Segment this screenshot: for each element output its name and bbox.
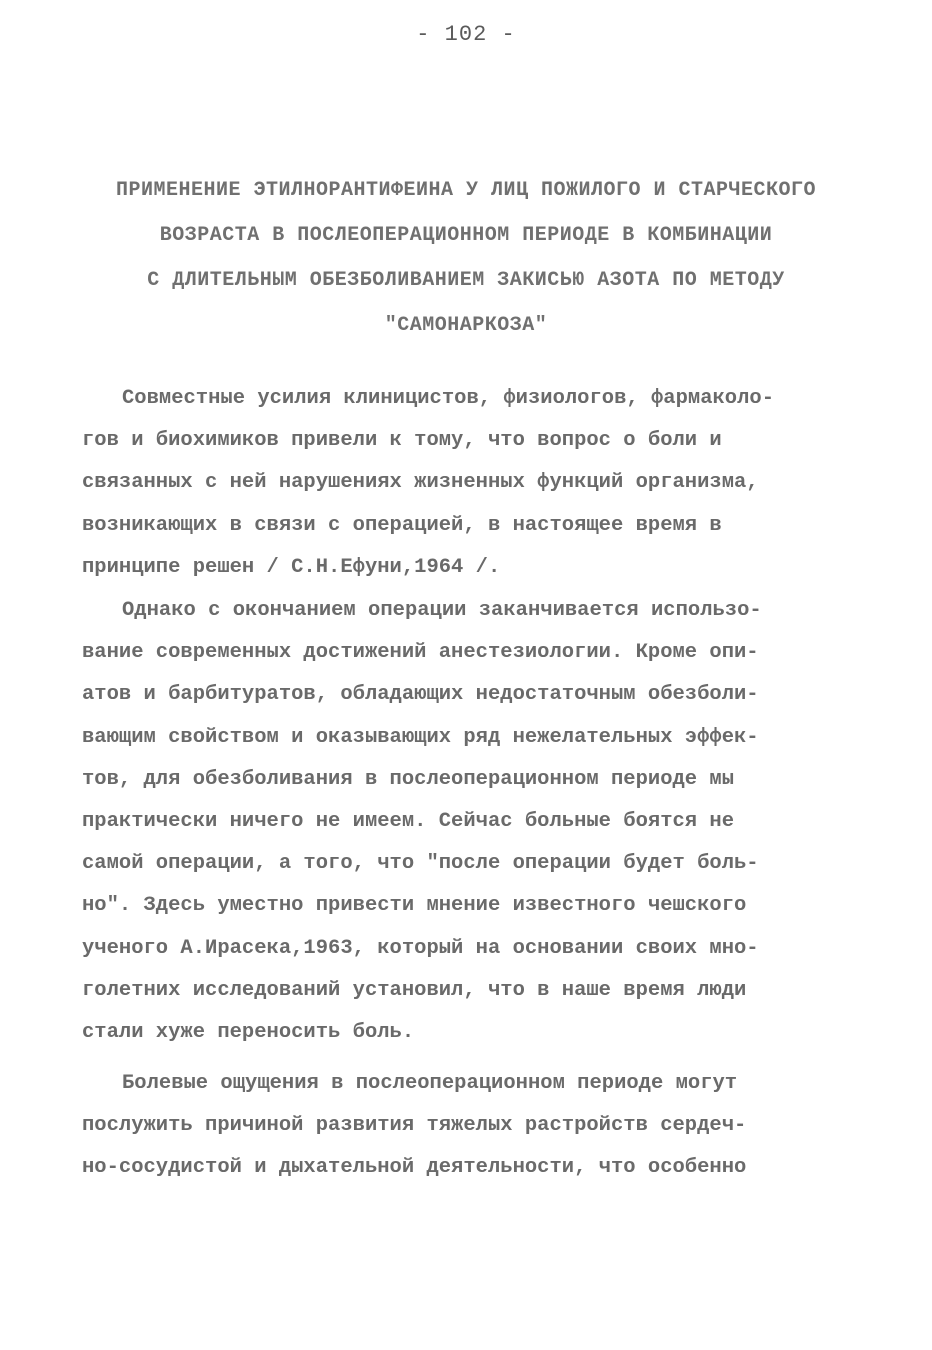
paragraph-1 bbox=[82, 378, 852, 589]
text-line: принципе решен / С.Н.Ефуни,1964 /. bbox=[82, 555, 501, 579]
text-line: возникающих в связи с операцией, в настоящее время в bbox=[82, 513, 722, 537]
text-line: практически ничего не имеем. Сейчас больные боятся не bbox=[82, 810, 735, 834]
text-line: Однако с окончанием операции заканчивается использо- bbox=[122, 599, 762, 622]
title-line: ВОЗРАСТА В ПОСЛЕОПЕРАЦИОННОМ ПЕРИОДЕ В КОМБИНАЦИИ bbox=[159, 224, 773, 247]
text-line: Болевые ощущения в послеоперационном периоде могут bbox=[122, 1072, 738, 1095]
text-line: гов и биохимиков привели к тому, что вопрос о боли и bbox=[82, 429, 722, 453]
text-line: ученого А.Ирасека,1963, который на основании своих мно- bbox=[82, 936, 759, 960]
text-line: но". Здесь уместно привести мнение известного чешского bbox=[82, 894, 747, 918]
text-line: связанных с ней нарушениях жизненных функций организма, bbox=[82, 471, 759, 495]
text-line: атов и барбитуратов, обладающих недостаточным обезболи- bbox=[82, 683, 759, 707]
page-number: - 102 - bbox=[416, 22, 516, 47]
text-line: Совместные усилия клиницистов, физиологов, фармаколо- bbox=[122, 387, 775, 410]
paragraph-3 bbox=[82, 1063, 852, 1190]
title-line: ПРИМЕНЕНИЕ ЭТИЛНОРАНТИФЕИНА У ЛИЦ ПОЖИЛОГО И СТАРЧЕСКОГО bbox=[115, 179, 817, 202]
text-line: но-сосудистой и дыхательной деятельности, что особенно bbox=[82, 1156, 747, 1180]
text-line: тов, для обезболивания в послеоперационном периоде мы bbox=[82, 767, 735, 791]
text-line: стали хуже переносить боль. bbox=[82, 1021, 415, 1045]
title-line: С ДЛИТЕЛЬНЫМ ОБЕЗБОЛИВАНИЕМ ЗАКИСЬЮ АЗОТА ПО МЕТОДУ bbox=[147, 269, 785, 292]
text-line: вающим свойством и оказывающих ряд нежелательных эффек- bbox=[82, 725, 759, 749]
title-line: "САМОНАРКОЗА" bbox=[384, 314, 548, 337]
text-line: послужить причиной развития тяжелых растройств сердеч- bbox=[82, 1114, 747, 1138]
text-line: самой операции, а того, что "после операции будет боль- bbox=[82, 852, 759, 876]
document-title bbox=[40, 168, 892, 348]
text-line: голетних исследований установил, что в наше время люди bbox=[82, 978, 747, 1002]
text-line: вание современных достижений анестезиологии. Кроме опи- bbox=[82, 641, 759, 665]
paragraph-2 bbox=[82, 590, 852, 1054]
